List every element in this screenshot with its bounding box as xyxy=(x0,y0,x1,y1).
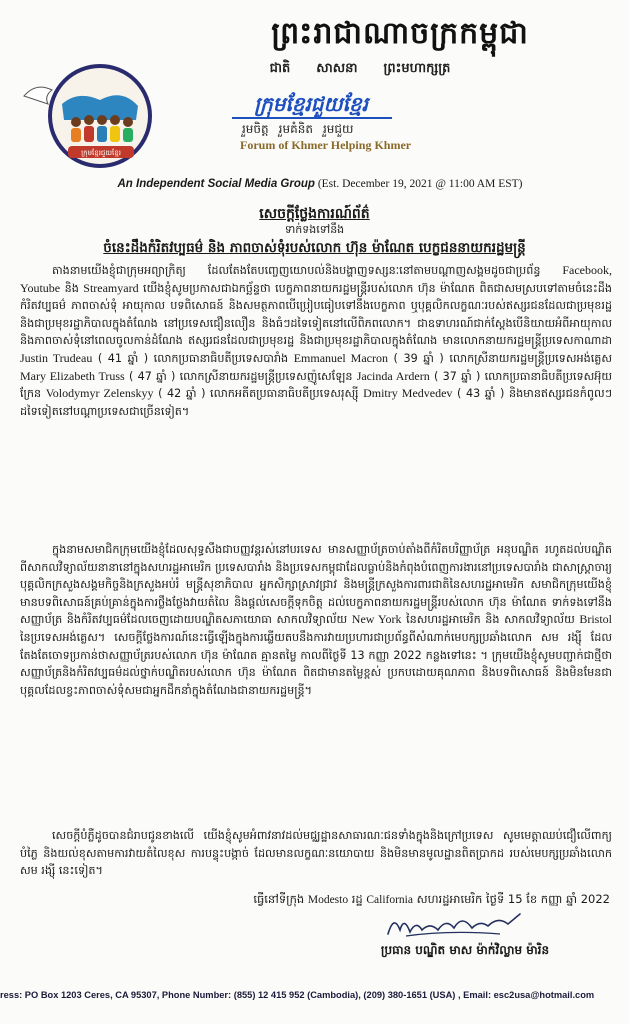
p1-text-m: ( 37 ឆ្នាំ ) លោកប្រធានាធិបតីប្រទេសអ៊ុយក្រែន xyxy=(20,369,612,401)
group-description xyxy=(110,178,530,190)
p3-text-a: សេចក្តីបំភ្លឺដូចបានជំរាបជូនខាងលើ យើងខ្ញុំសូមអំពាវនាវដល់មជ្ឈដ្ឋានសាធារណៈជនទាំងក្នុងនិងក្រៅប្រទេស សូមមេត្តាឈប់ជឿលើពាក្យបំភ្លៃ និងយល់ខុសតាមការវាយតំលៃខុស ការបន្ទុះបង្កាច់ ដែលមានលក្ខណៈនយោបាយ និងមិនមានមូលដ្ឋានពិតប្រាកដ របស់មេបក្សប្រឆាំងលោក សម រង្ស៊ី នេះទៀត។ xyxy=(20,829,612,878)
motto-word-nation: ជាតិ xyxy=(269,61,291,76)
p1-text-g: ( 41 ឆ្នាំ ) លោកប្រធានាធិបតីប្រទេសបារាំង xyxy=(97,351,289,365)
paragraph-2 xyxy=(20,541,612,699)
p1-text-j: Mary Elizabeth Truss xyxy=(20,368,125,383)
brand-tagline xyxy=(242,121,353,139)
dateline xyxy=(150,892,610,909)
group-line: An Independent Social Media Group xyxy=(117,178,315,190)
tagline-word-2: រួមគំនិត xyxy=(278,122,313,136)
p1-text-k: ( 47 ឆ្នាំ ) លោកស្រីនាយករដ្ឋមន្ត្រីប្រទេសញ៉ូសេឡែន xyxy=(129,369,353,383)
signer-name: ប្រធាន បណ្ឌិត មាស ម៉ាក់វិល្លាម ម៉ារិន xyxy=(380,943,550,957)
p1-text-l: Jacinda Ardern xyxy=(356,368,430,383)
p2-text-a: ក្នុងនាមសមាជិកក្រុមយើងខ្ញុំដែលសុទ្ធសឹងជាបញ្ញវន្តរស់នៅបរទេស មានសញ្ញាប័ត្រចាប់តាំងពីកំរិតបរិញ្ញាប័ត្រ អនុបណ្ឌិត រហូតដល់បណ្ឌិតពីសាកលវិទ្យាល័យនានានៅក្នុងសហរដ្ឋអាមេរិក ប្រទេសបារាំង និងប្រទេសកម្ពុជាដែលធ្លាប់និងកំពុងបំពេញការងារនៅប្រទេសបារាំង ជាសាស្ត្រាចារ្យ បុគ្គលិកក្រសួងសង្គមកិច្ចនិងក្រសួងអប់រំ មន្ត្រីសុខាភិបាល អ្នកសិក្សាស្រាវជ្រាវ និងមន្ត្រីក្រសួងការពារជាតិនៃសហរដ្ឋអាមេរិក សមាជិកក្រុមយើងខ្ញុំមានបទពិសោធន៍គ្រប់គ្រាន់ក្នុងការថ្លឹងថ្លែងវាយតំលៃ និងផ្តល់សេចក្តីទុកចិត្ត ដល់បេក្ខភាពនាយករដ្ឋមន្ត្រីរបស់លោក ហ៊ុន ម៉ាណែត ទាក់ទងទៅនឹងសញ្ញាប័ត្រ និងកំរិតវប្បធម៌ដែលចេញដោយបណ្ឌិតសភាយោធា សាកលវិទ្យាល័យ xyxy=(20,543,612,627)
p1-text-h: Emmanuel Macron xyxy=(293,350,388,365)
p1-text-e: យើងខ្ញុំសូមប្រកាសជាឯកច្ឆ័ន្ទថា បេក្ខភាពនាយករដ្ឋមន្ត្រីរបស់លោក ហ៊ុន ម៉ាណែត ពិតជាសមស្របទៅតាមចំនេះដឹង កំរិតវប្បធម៌ ភាពចាស់ទុំ អាយុកាល បទពិសោធន៍ និងសមត្ថភាពបើប្រៀបធៀបទៅនឹងបេក្ខភាព ឬបុគ្គលិកលក្ខណៈរបស់ឥស្សរជនដែលជាប្រមុខរដ្ឋ និងជាប្រមុខរដ្ឋាភិបាលក្នុងតំណែង នៅប្រទេសជឿនលឿន និងធំៗដទៃទៀតនៅលើពិភពលោក។ ជាឧទាហរណ៍ជាក់ស្តែងបើនិយាយអំពីអាយុកាលនិងភាពចាស់ទុំនៅពេលចូលកាន់ដំណែង ឥស្សរជនដែលជាប្រមុខរដ្ឋ និងជាប្រមុខរដ្ឋាភិបាលក្នុងតំណែង មានលោកនាយករដ្ឋមន្ត្រីប្រទេសកាណាដា xyxy=(20,281,612,348)
p1-text-f: Justin Trudeau xyxy=(20,350,93,365)
tagline-word-1: រួមចិត្ត xyxy=(242,122,269,136)
tagline-word-3: រួមជួយ xyxy=(322,122,354,136)
p1-text-q: ( 43 ឆ្នាំ ) និងមានឥស្សរជនកំពូលៗដទៃទៀតនៅបណ្តាប្រទេសជាច្រើនទៀត។ xyxy=(20,387,613,418)
national-motto-title: ព្រះរាជាណាចក្រកម្ពុជា xyxy=(271,16,529,51)
paragraph-3 xyxy=(20,827,612,880)
p2-text-d: Bristol xyxy=(579,612,613,627)
p1-text-c: និង xyxy=(64,281,79,295)
paragraph-1 xyxy=(20,262,612,420)
national-motto-words xyxy=(170,60,550,79)
statement-title: សេចក្តីថ្លែងការណ៍ព័ត៌ xyxy=(259,206,370,222)
dateline-a: ធ្វើនៅទីក្រុង xyxy=(253,892,305,906)
p1-text-o: ( 42 ឆ្នាំ ) លោកអតីតប្រធានាធិបតីប្រទេសរុស្ស៊ី xyxy=(158,387,359,401)
p1-text-i: ( 39 ឆ្នាំ ) លោកស្រីនាយករដ្ឋមន្ត្រីប្រទេសអង់គ្លេស xyxy=(393,351,612,365)
p1-text-b: Facebook, Youtube xyxy=(20,263,612,295)
statement-topic: ចំនេះដឹងកំរិតវប្បធម៌ និង ភាពចាស់ទុំរបស់លោក ហ៊ុន ម៉ាណែត បេក្ខជននាយករដ្ឋមន្ត្រី xyxy=(103,240,526,256)
p2-text-e: នៃប្រទេសអង់គ្លេស។ សេចក្តីថ្លែងការណ៍នេះធ្វើឡើងក្នុងការឆ្លើយតបនឹងការវាយប្រហារជាប្រព័ន្ធពីសំណាក់មេបក្សប្រឆាំងលោក សម រង្ស៊ី ដែលតែងតែចោទប្រកាន់ថាសញ្ញាប័ត្ររបស់លោក ហ៊ុន ម៉ាណែត គ្មានតម្លៃ កាលពីថ្ងៃទី 13 កញ្ញា 2022 កន្លងទៅនេះ ។ ក្រុមយើងខ្ញុំសូមបញ្ជាក់ជាថ្មីថា សញ្ញាប័ត្រនិងកំរិតវប្បធម៌ដល់ថ្នាក់បណ្ឌិតរបស់លោក ហ៊ុន ម៉ាណែត ពិតជាមានតម្លៃខ្ពស់ ប្រកបដោយគុណភាព និងបទពិសោធន៍ និងមិនមែនជាបុគ្គលដែលខ្វះភាពចាស់ទុំសមជាអ្នកដឹកនាំក្នុងតំណែងជានាយករដ្ឋមន្ត្រី។ xyxy=(20,630,612,697)
dateline-c: រដ្ឋ xyxy=(351,892,363,906)
motto-word-religion: សាសនា xyxy=(316,61,358,76)
p1-text-d: Streamyard xyxy=(83,280,139,295)
p2-text-b: New York xyxy=(351,612,402,627)
p2-text-c: នៃសហរដ្ឋអាមេរិក និង សាកលវិទ្យាល័យ xyxy=(406,613,575,627)
dateline-state: California xyxy=(366,894,413,906)
logo-caption: ក្រុមខ្មែរជួយខ្មែរ xyxy=(81,149,121,157)
group-logo xyxy=(18,60,154,180)
statement-subtitle: ទាក់ទងទៅនឹង xyxy=(284,223,345,236)
brand-underline xyxy=(232,117,392,119)
p1-text-p: Dmitry Medvedev xyxy=(363,386,453,401)
motto-word-king: ព្រះមហាក្សត្រ xyxy=(383,61,451,76)
dateline-city: Modesto xyxy=(307,894,349,906)
forum-name: Forum of Khmer Helping Khmer xyxy=(240,138,412,152)
established-date: (Est. December 19, 2021 @ 11:00 AM EST) xyxy=(317,178,523,190)
footer-contact: ress: PO Box 1203 Ceres, CA 95307, Phone Number: (855) 12 415 952 (Cambodia), (209) 380-1651 (USA) , Email: esc2usa@hotmail.com xyxy=(0,990,595,1000)
dateline-e: សហរដ្ឋអាមេរិក ថ្ងៃទី 15 ខែ កញ្ញា ឆ្នាំ 2022 xyxy=(416,892,610,906)
brand-title: ក្រុមខ្មែរជួយខ្មែរ xyxy=(254,92,368,116)
p1-text-n: Volodymyr Zelenskyy xyxy=(45,386,154,401)
dove-icon xyxy=(24,87,52,104)
p1-text-a: តាងនាមយើងខ្ញុំជាក្រុមអព្យាក្រិត្យ ដែលតែងតែបញ្ចេញយោបល់និងបង្ហាញទស្សនៈនៅតាមបណ្តាញសង្គមដូចជាប្រព័ន្ធ xyxy=(52,264,541,277)
handwritten-signature xyxy=(380,908,530,942)
